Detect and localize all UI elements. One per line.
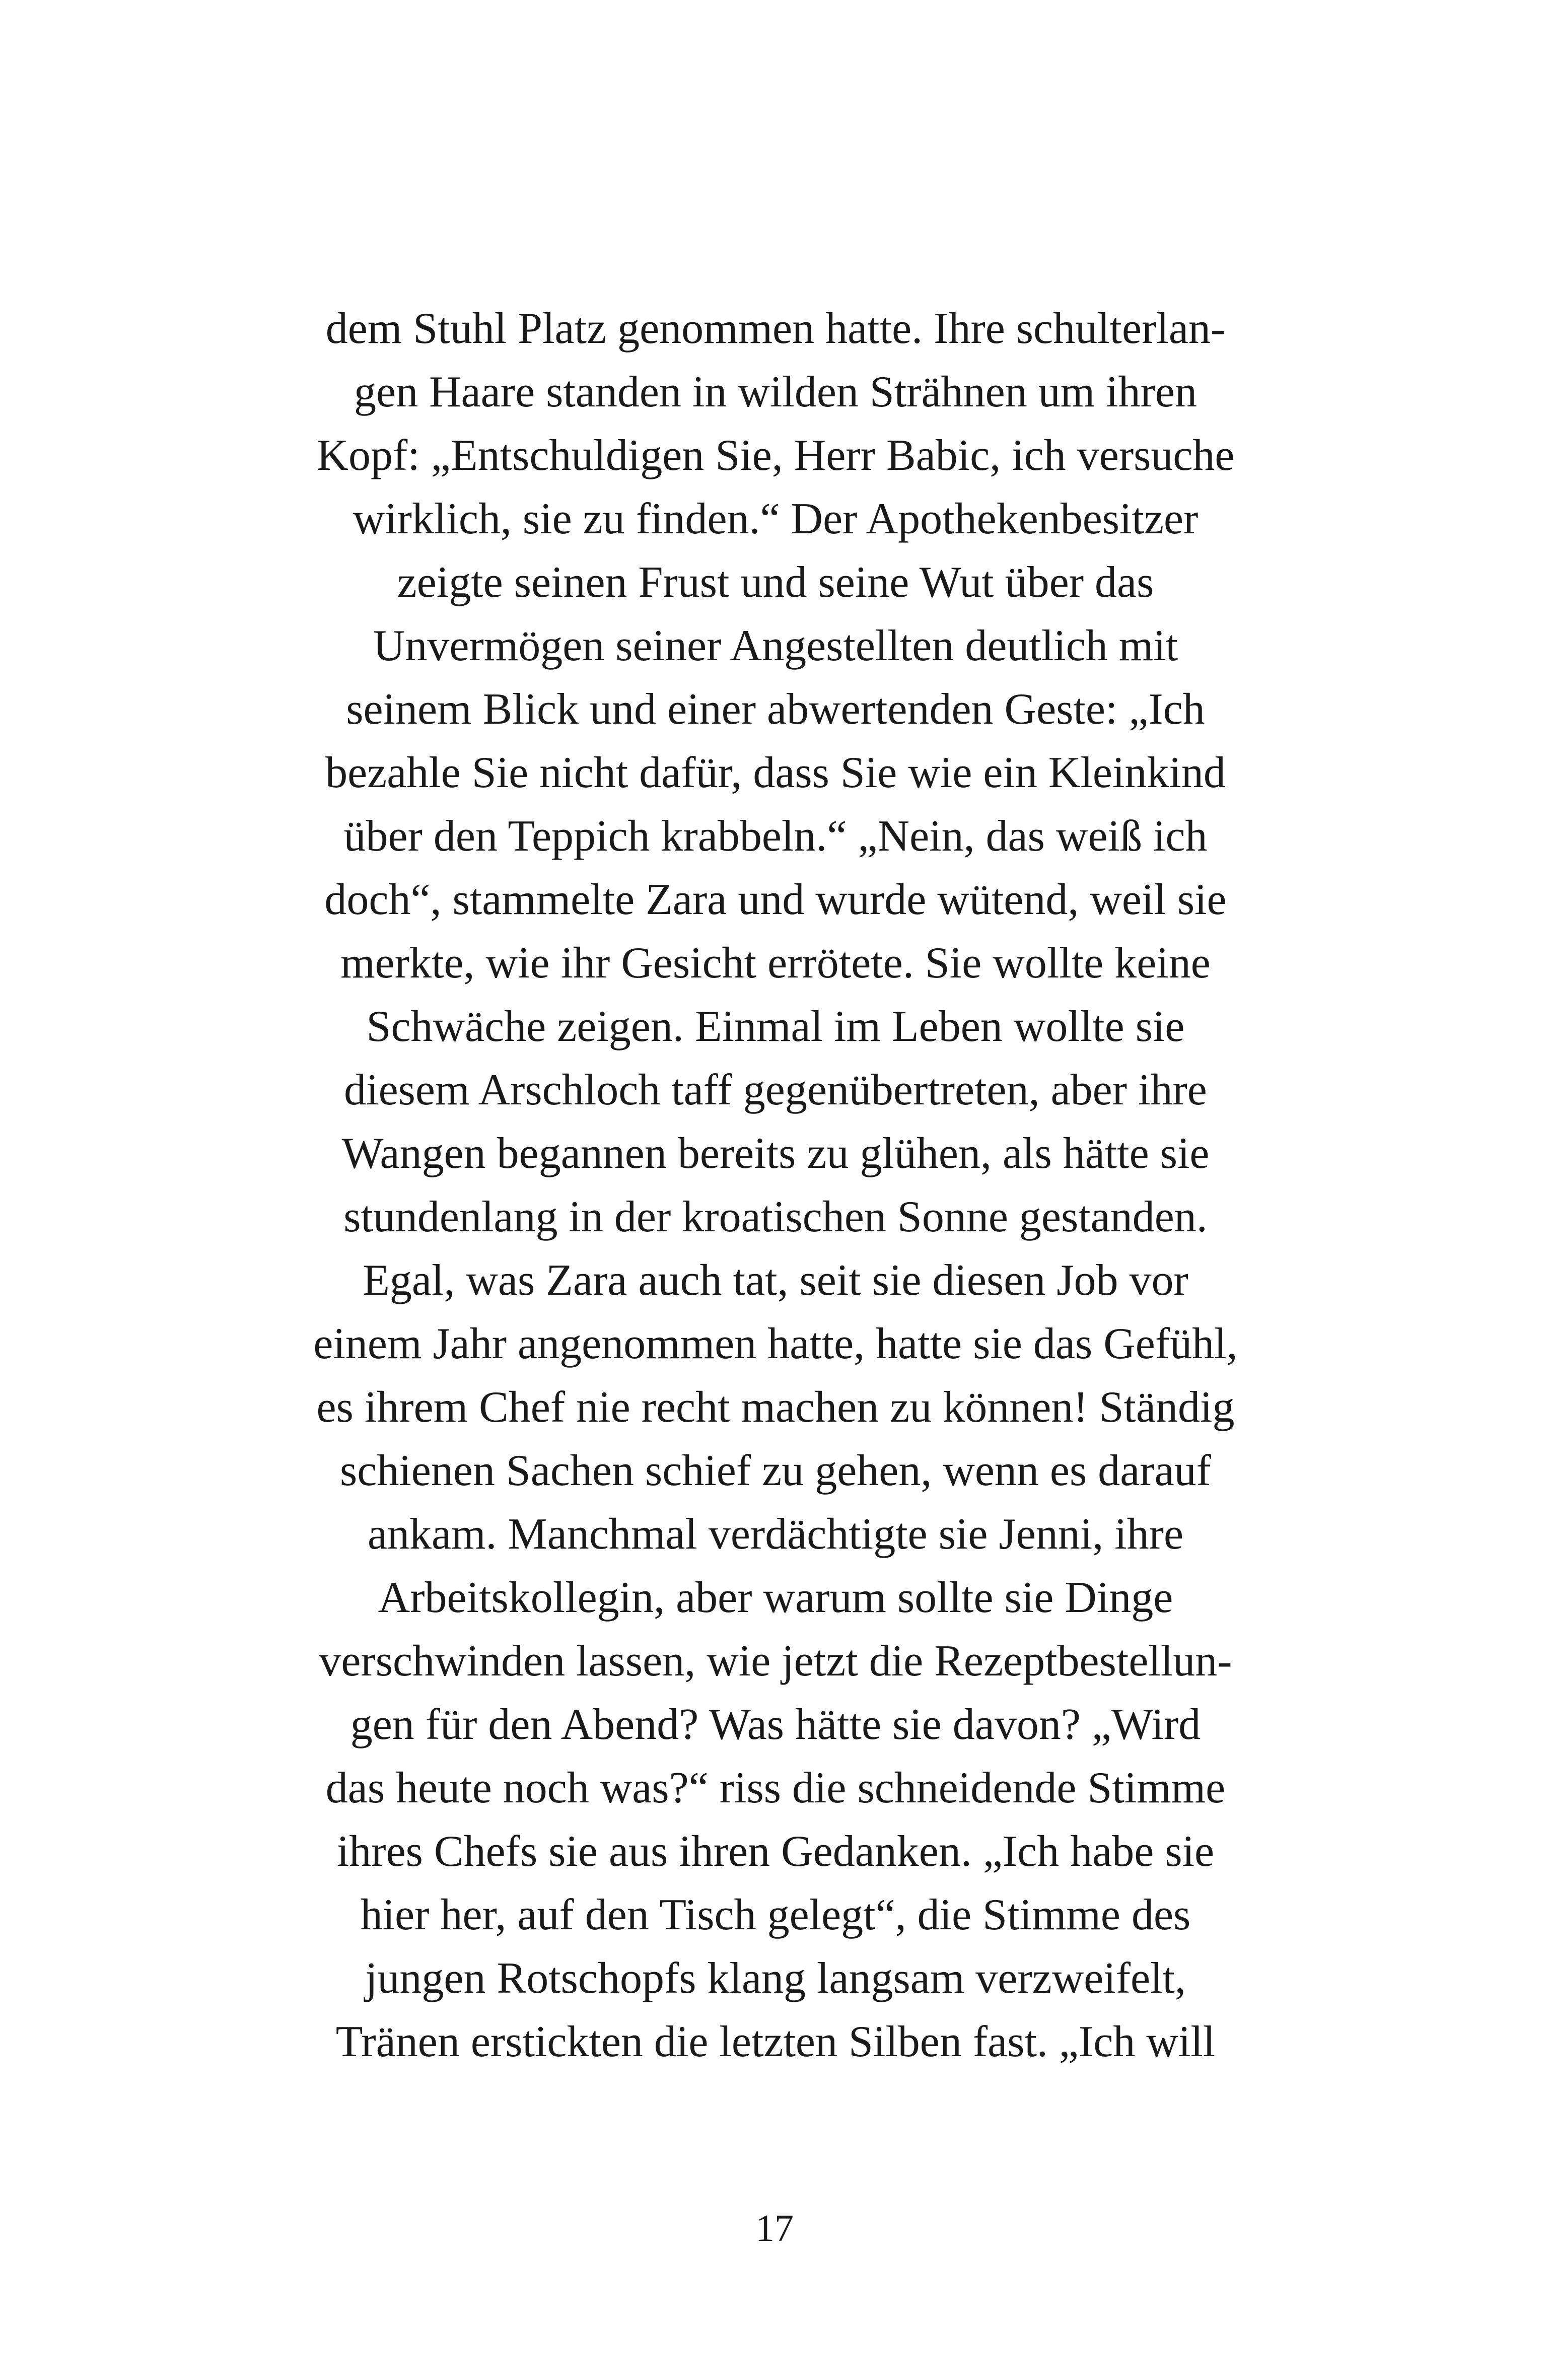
text-line: dem Stuhl Platz genommen hatte. Ihre schulterlan- — [325, 304, 1226, 353]
text-line: Schwäche zeigen. Einmal im Leben wollte sie — [366, 1002, 1185, 1051]
text-line: Kopf: „Entschuldigen Sie, Herr Babic, ich versuche — [316, 431, 1235, 480]
text-line: bezahle Sie nicht dafür, dass Sie wie ein Kleinkind — [325, 748, 1226, 797]
text-line: zeigte seinen Frust und seine Wut über das — [397, 558, 1154, 607]
text-line: wirklich, sie zu finden.“ Der Apothekenbesitzer — [353, 495, 1199, 543]
text-line: ihres Chefs sie aus ihren Gedanken. „Ich habe sie — [336, 1827, 1215, 1876]
text-line: merkte, wie ihr Gesicht errötete. Sie wollte keine — [340, 939, 1211, 988]
text-line: gen Haare standen in wilden Strähnen um ihren — [354, 368, 1197, 416]
text-line: stundenlang in der kroatischen Sonne gestanden. — [343, 1193, 1208, 1241]
text-line: Unvermögen seiner Angestellten deutlich mit — [373, 621, 1178, 670]
text-line: ankam. Manchmal verdächtigte sie Jenni, ihre — [367, 1510, 1184, 1559]
text-line: das heute noch was?“ riss die schneidende Stimme — [325, 1764, 1226, 1812]
text-line: Arbeitskollegin, aber warum sollte sie Dinge — [378, 1573, 1173, 1622]
text-line: diesem Arschloch taff gegenübertreten, aber ihre — [344, 1066, 1207, 1114]
text-line: es ihrem Chef nie recht machen zu können! Ständig — [316, 1383, 1235, 1432]
text-line: gen für den Abend? Was hätte sie davon? „Wird — [350, 1700, 1201, 1749]
text-line: jungen Rotschopfs klang langsam verzweifelt, — [365, 1954, 1186, 2003]
text-line: hier her, auf den Tisch gelegt“, die Stimme des — [360, 1891, 1191, 1939]
text-line: doch“, stammelte Zara und wurde wütend, weil sie — [324, 875, 1227, 924]
text-line: über den Teppich krabbeln.“ „Nein, das weiß ich — [343, 812, 1208, 861]
text-line: Egal, was Zara auch tat, seit sie diesen Job vor — [363, 1256, 1188, 1305]
text-line: Tränen erstickten die letzten Silben fast. „Ich will — [335, 2017, 1216, 2066]
body-text — [222, 297, 1329, 2074]
text-line: einem Jahr angenommen hatte, hatte sie das Gefühl, — [313, 1319, 1238, 1368]
text-line: verschwinden lassen, wie jetzt die Rezeptbestellun- — [319, 1637, 1232, 1686]
page-number: 17 — [755, 2207, 794, 2250]
text-line: schienen Sachen schief zu gehen, wenn es darauf — [340, 1446, 1211, 1495]
text-line: seinem Blick und einer abwertenden Geste: „Ich — [346, 685, 1205, 734]
text-line: Wangen begannen bereits zu glühen, als hätte sie — [341, 1129, 1210, 1178]
